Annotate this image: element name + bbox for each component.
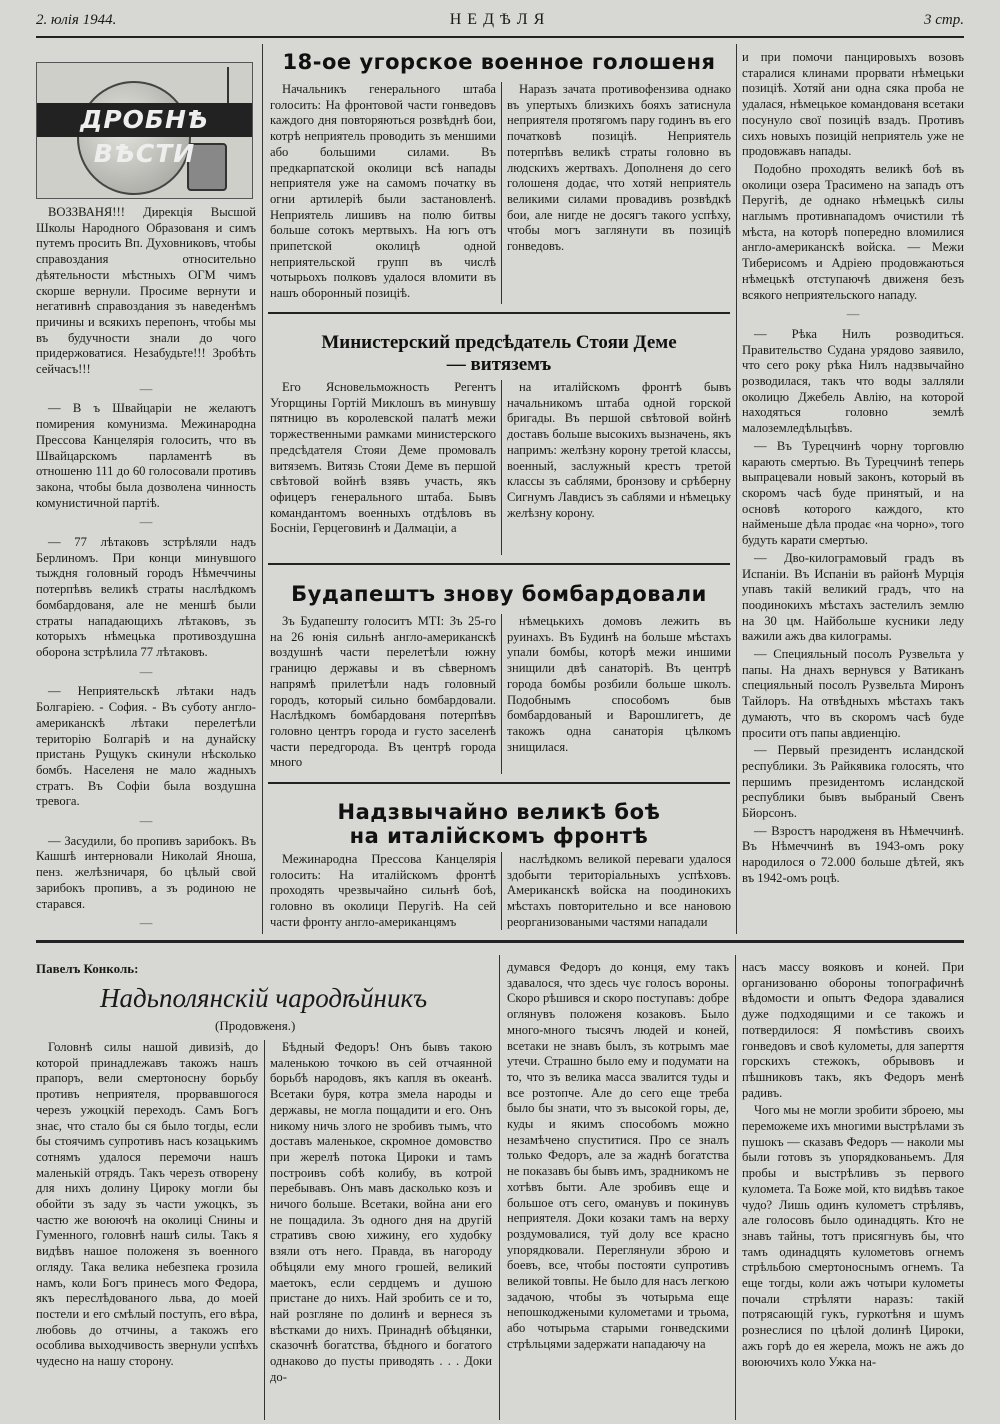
story-column [36, 1040, 258, 1420]
column-rule [735, 955, 736, 1420]
article-title [268, 800, 730, 848]
news-item: — Дво-килограмовый градъ въ Испаніи. Въ Испаніи въ районѣ Мурція упавъ такій великий градъ, что на поодинокихъ мѣстахъ застелилъ землю на 30 цм. Найбольше кусники леду важили ажъ два килограмы. [742, 550, 964, 644]
right-news-column [742, 50, 964, 930]
article-column [270, 82, 496, 304]
story-column [507, 960, 729, 1420]
article-title [268, 332, 730, 376]
column-rule [501, 614, 502, 774]
story-column [270, 1040, 492, 1420]
news-item: — Специяльный посолъ Рузвельта у папы. На днахъ вернувся у Ватиканъ специяльный посолъ Рузвельта Миронъ Тайлоръ. На отвѣдныхъ мѣстахъ такъ думають, что въ скоромъ часѣ буде просити отъ папы авдиенцію. [742, 647, 964, 740]
news-item: ВОЗЗВАНЯ!!! Дирекція Высшой Школы Народного Образованя и симъ путемъ просить Вп. Духовниковъ, чтобы справоздания относительно дѣятельности мѣстныхъ ОГМ чимъ скорше вернули. Просиме вернути и негативнѣ справоздания зъ наведенѣмъ причины и всякихъ перепонъ, чтобы мы въ будучности знали до чого придержоватися. Незабудьте!!! Зробѣть сейчасъ!!! [36, 205, 256, 377]
column-rule [501, 852, 502, 930]
article-column [507, 852, 731, 930]
separator: — [139, 515, 153, 530]
story-text: Чого мы не могли зробити зброею, мы переможеме ихъ многими выстрѣлами зъ пушокъ — сказавъ Федоръ — наколи мы были готовъ зъ упорядкованьемъ. Для пробы и выстрѣливъ зъ первого куломета. Та Боже мой, кто видѣвъ такое чудо? Лишь одинъ кулометъ стрѣлявъ, але голосовъ было одинадцять. Кто не знавъ тайны, тотъ присягнувъ бы, что тамъ одинадцять кулометовъ огнемъ стрѣльбою смертоноснымъ огнемъ. Та еще тогды, коли ажъ чотыри кулометы почали стрѣляти наразъ: такій потрясающій гукъ, гуркотѣня и шумъ рознеслися по цѣлой долинѣ Цироки, ажъ горѣ до ея жерела, можъ не ажъ до воюючихъ коло Ужка на- [742, 1103, 964, 1369]
news-item: — Первый президентъ исландской республики. Зъ Райкявика голосять, что першимъ президентомъ исландской республики бывъ выбраный Свенъ Бйорсонъ. [742, 743, 964, 821]
story-text: насъ массу вояковъ и коней. При организованю обороны топографичнѣ вѣдомости и опытъ Федора здавалися дуже подходящими и се такожъ и потвердилося: Я помѣстивъ своихъ гонведовъ и своѣ кулометы, для заперття горскихъ стежокъ, обрывовъ и пѣшниковъ такъ, якъ Федоръ менѣ радивъ. [742, 960, 964, 1100]
article-column [507, 614, 731, 774]
issue-date: 2. юлія 1944. [36, 12, 117, 28]
title-line: на италійскомъ фронтѣ [349, 824, 649, 848]
article-text: Зъ Будапешту голоситъ МТІ: Зъ 25-го на 26 юнія сильнѣ англо-американскѣ воздушнѣ части перелетѣли южну границю державы и въ сѣверномъ напрямѣ прилетѣли надъ головный городъ, который сильно бомбардовали. Наслѣдкомъ бомбардованя потерпѣвъ головно центръ города и густо заселенѣ части передгорода. Въ центрѣ города много [270, 614, 496, 770]
news-item: — 77 лѣтаковъ зстрѣляли надъ Берлиномъ. При конци минувшого тыждня головный городъ Нѣмеччины потерпѣвъ великѣ страты наслѣдкомъ бомбардованя, але не меншѣ были страты нападающихъ лѣтаковъ, зъ которыхъ нѣмецька противоздушна оборона зстрѣлила 77 лѣтаковъ. [36, 535, 256, 659]
story-text: Головнѣ силы нашой дивизіѣ, до которой принадлежавъ такожъ нашъ прапоръ, вели смертоносну борьбу противъ неприятеля, прорвавшогося черезъ ужоцкій переходъ. Самъ Богъ знає, что стало бы ся было тогды, если бы стоячимъ супротивъ насъ козацькимъ сотнямъ удалося перемочи нашъ маленькій отрядъ. Такъ черезъ отворену для нихъ долину Цироку могли бы обойти зъ заду зъ части ужоцкъ, зъ частю же воюючѣ на околиці Снины и Гуменного, головнѣ нашѣ силы. Такъ я видѣвъ нашое положеня зъ военного огляду. Така велика небезпека грозила намъ, коли Богъ принесъ мого Федора, якъ переслѣдованого льва, до моей постели и его смѣлый поступъ, его вѣра, любовь до отчины, а такожъ его особлива выходчивость звернули успѣхъ чудесно на нашу сторону. [36, 1040, 258, 1369]
title-line: Министерский предсѣдатель Стояи Деме [321, 332, 677, 353]
newspaper-title: НЕДѢЛЯ [449, 11, 551, 28]
story-text: Бѣдный Федоръ! Онъ бывъ такою маленькою точкою въ сей отчаянной борьбѣ народовъ, якъ капля въ океанѣ. Всетаки буря, котра змела народы и державы, не могла пощадити и его. Онъ никому ничь злого не зробивъ тымъ, что доставъ маленькое, скромное домовство при жерелѣ потока Цироки и тамъ построивъ собѣ колибу, въ котрой перебывавъ. Онъ мавъ дасколько козъ и ничого больше. Всетаки, война ани его не пощадила. Зъ одного дня на другій стративъ свою хижину, его худобку взяли отъ него. Правда, въ нагороду обѣцяли ему много грошей, великий маетокъ, если сердцемъ и душою пристане до нихъ. Най зробить се и то, най розглянe по долинѣ и вернеся зъ вѣстками до нихъ. Принаднѣ обѣцянки, сказочнѣ богатства, бѣдного и богатого однаково до пусты приводять . . . Доки до- [270, 1040, 492, 1384]
article-column [270, 380, 496, 555]
column-rule [501, 380, 502, 555]
news-item: — В ъ Швайцаріи не желаютъ помирения комунизма. Межинародна Прессова Канцелярія голосить, что въ Швайцарскомъ парламентѣ въ отношеню 111 до 60 голосовали противъ закона, чтобы была дозволена чинность комунистичной партіѣ. [36, 401, 256, 510]
article-text: Наразъ зачата противофензива однако въ упертыхъ близкихъ бояхъ затиснула неприятеля протягомъ пару годинъ въ его початковѣ позиціѣ. Неприятель потерпѣвъ великѣ страты головно въ людскихъ жертвахъ. Дополненя до сего голошеня додає, что хотяй неприятель великими силами провадивъ розвѣдкѣ бои, але нигде не досягъ такого успѣху, чтобы могъ заглянути въ позиціѣ гонведовъ. [507, 82, 731, 254]
news-item: и при помочи панцировыхъ возовъ старалися клинами прорвати нѣмецьки позиціѣ. Хотяй ани одна сяка проба не удалася, нѣмецькое командованя всетаки посунуло свої позиціѣ взадъ. Противъ сихъ новыхъ позицій неприятель уже не продовжавъ напады. [742, 50, 964, 159]
article-text: на италійскомъ фронтѣ бывъ начальникомъ штаба одной горской бригады. Въ першой свѣтовой войнѣ доставъ больше высокихъ вызначень, якъ напримъ: желѣзну корону третой классы, военный, заслужный крестъ третой классы зъ саблями, бронзову и срѣберну Сигнумъ Лавдисъ зъ саблями и нѣмецьку желѣзну корону. [507, 380, 731, 520]
column-rule [736, 44, 737, 934]
news-item: — Рѣка Нилъ розводиться. Правительство Судана урядово заявило, что сего року рѣка Нилъ надзвычайно розводилася, такъ что воды залляли околицю Джебель Авлію, на которой находяться головно землѣ малоземледѣльцѣвъ. [742, 326, 964, 436]
article-title: Будапештъ знову бомбардовали [291, 582, 707, 606]
story-title: Надьполянскій чародѣйникъ [100, 983, 428, 1013]
separator: — [139, 916, 153, 930]
article-column [270, 852, 496, 930]
separator: — [846, 307, 860, 322]
section-rule [268, 782, 730, 784]
article-text: нѣмецькихъ домовъ лежить въ руинахъ. Въ Будинѣ на больше мѣстахъ упали бомбы, которѣ межи иншими знищили двѣ санаторіѣ. Въ центрѣ города бомбы розбили больше школъ. Подобнымъ способомъ быв бомбардованый и Варошлигетъ, де такожъ одна санаторія цѣлкомъ знищилася. [507, 614, 731, 754]
article-text: наслѣдкомъ великой переваги удалося здобыти територіальныхъ успѣховъ. Американскѣ войска на поодинокихъ мѣстахъ повторительно и все нановою реорганизоваными частями нападали [507, 852, 731, 929]
news-logo [36, 62, 253, 199]
page-header [36, 8, 964, 38]
section-rule [268, 563, 730, 565]
section-rule [268, 312, 730, 314]
article-column [270, 614, 496, 774]
column-rule [264, 1040, 265, 1420]
column-rule [499, 955, 500, 1420]
article-text: Его Ясновельможность Регентъ Угорщины Гортій Миклошъ въ минувшу пятницю въ королевской палатѣ межи торжественными рамками министерского предсѣдателя Стояи Деме промовалъ витяземъ. Витязь Стояи Деме въ першой свѣтовой войнѣ взявъ участь, якъ офицеръ генерального штаба. Бывъ командантомъ военныхъ отдѣловъ въ Босніи, Герцеговинѣ и Далмаціи, а [270, 380, 496, 536]
news-item: — Неприятельскѣ лѣтаки надъ Болгаріею. - София. - Въ суботу англо-американскѣ лѣтаки перелетѣли територію Болгарiѣ и на дунайску пристань Рущукъ скинули нѣсколько бомбъ. Населеня не мало жадныхъ стратъ. Въ Софіи была воздушна тревога. [36, 684, 256, 809]
page-number: 3 стр. [924, 12, 964, 28]
article-column [507, 380, 731, 555]
page-divider [36, 940, 964, 943]
news-item: Подобно проходять великѣ боѣ въ околици озера Трасимено на западъ отъ Перугіѣ, де однако нѣмецькѣ силы наглымъ противнападомъ очистили тѣ мѣста, на которѣ попередно вломилися англо-американскѣ войска. — Межи Тиберисомъ и Адріею продовжаються нѣмецькѣ отступаючѣ движеня безъ всякого неприятельского нападу. [742, 161, 964, 302]
news-item: — Въ Турецчинѣ чорну торговлю карають смертью. Въ Турецчинѣ теперь выпрацевали новый законъ, который въ скоромъ часѣ буде принятый, и на основѣ которого каждого, кто найменьше дѣла продає «на чорно», того будуть карати смертью. [742, 438, 964, 548]
article-text: Начальникъ генерального штаба голосить: На фронтовой части гонведовъ каждого дня повторяються розвѣднѣ бои, котрѣ неприятель проводить зъ меншими або большими силами. Въ предкарпатской околици всѣ напады неприятеля уже на самомъ початку въ огни артилеріѣ были застановленѣ. Неприятель лишивъ на полю битвы больше сотокъ мертвыхъ. На югъ отъ припетской околицѣ одной неприятельской групп въ числѣ чотырьохъ полковъ удалося вломити въ нашъ оборонный позиціѣ. [270, 82, 496, 301]
article-title: 18-ое угорское военное голошеня [282, 50, 716, 74]
story-text: думався Федоръ до конця, ему такъ здавалося, что здесь чує голосъ вороны. Скоро рѣшився и скоро поступавъ: добре оглянувъ положеня козаковъ. Было много-много тысячъ людей и коней, всетаки не знавъ былъ, зъ котрымъ маe утечи. Страшно было ему и подумати на то, что зъ велика масса звалится туды и все розтопче. Але до сего еще треба было бы знати, что зъ высокой горы, де, куды и якимъ способомъ можно незамѣчено спуститися. Про се зналъ только Федоръ, але за жаднѣ богатства не показавъ бы бывъ имъ, зрадникомъ не хотѣвъ быти. Але зробивъ еще и большое отъ сего, оманувъ и покинувъ неприятеля. Доки козаки тамъ на верху роздумовалися, туй долу все красно упорядковали. Переглянули зброю и боевъ, все, чтобы постояти супротивъ великой товпы. Не было для насъ легкою задачою, чтобы зъ чотырьма еще непошкоджеными кулометами и трьома, або чотырьма старыми гонведскими стрѣльцями задержати нападаючу на [507, 960, 729, 1351]
separator: — [139, 814, 153, 829]
separator: — [139, 664, 153, 679]
title-line: — витяземъ [446, 354, 552, 375]
logo-text: ДРОБНѢ ВѢСТИ [37, 103, 252, 137]
story-author: Павелъ Конколь: [36, 961, 139, 976]
column-rule [501, 82, 502, 304]
title-line: Надзвычайно великѣ боѣ [337, 800, 661, 824]
news-item: — Взростъ народженя въ Нѣмеччинѣ. Въ Нѣмеччинѣ въ 1943-омъ року народилося о 72.000 больше дѣтей, якъ въ 1942-омъ роцѣ. [742, 823, 964, 885]
separator: — [139, 381, 153, 396]
news-item: — Засудили, бо пропивъ зарибокъ. Въ Кашшѣ интерновали Николай Яноша, пенз. желѣзничаря, бо цѣлый свой зарибокъ пропивъ, а зъ родиною не старався. [36, 833, 256, 911]
left-news-column [36, 205, 256, 930]
article-text: Межинародна Прессова Канцелярія голосить: На италійскомъ фронтѣ проходять чрезвычайно сильнѣ боѣ, головно въ околици Перугіѣ. На сей части фронту англо-американцямъ [270, 852, 496, 929]
column-rule [262, 44, 263, 934]
article-column [507, 82, 731, 304]
story-column [742, 960, 964, 1420]
story-subtitle: (Продовженя.) [215, 1018, 296, 1033]
